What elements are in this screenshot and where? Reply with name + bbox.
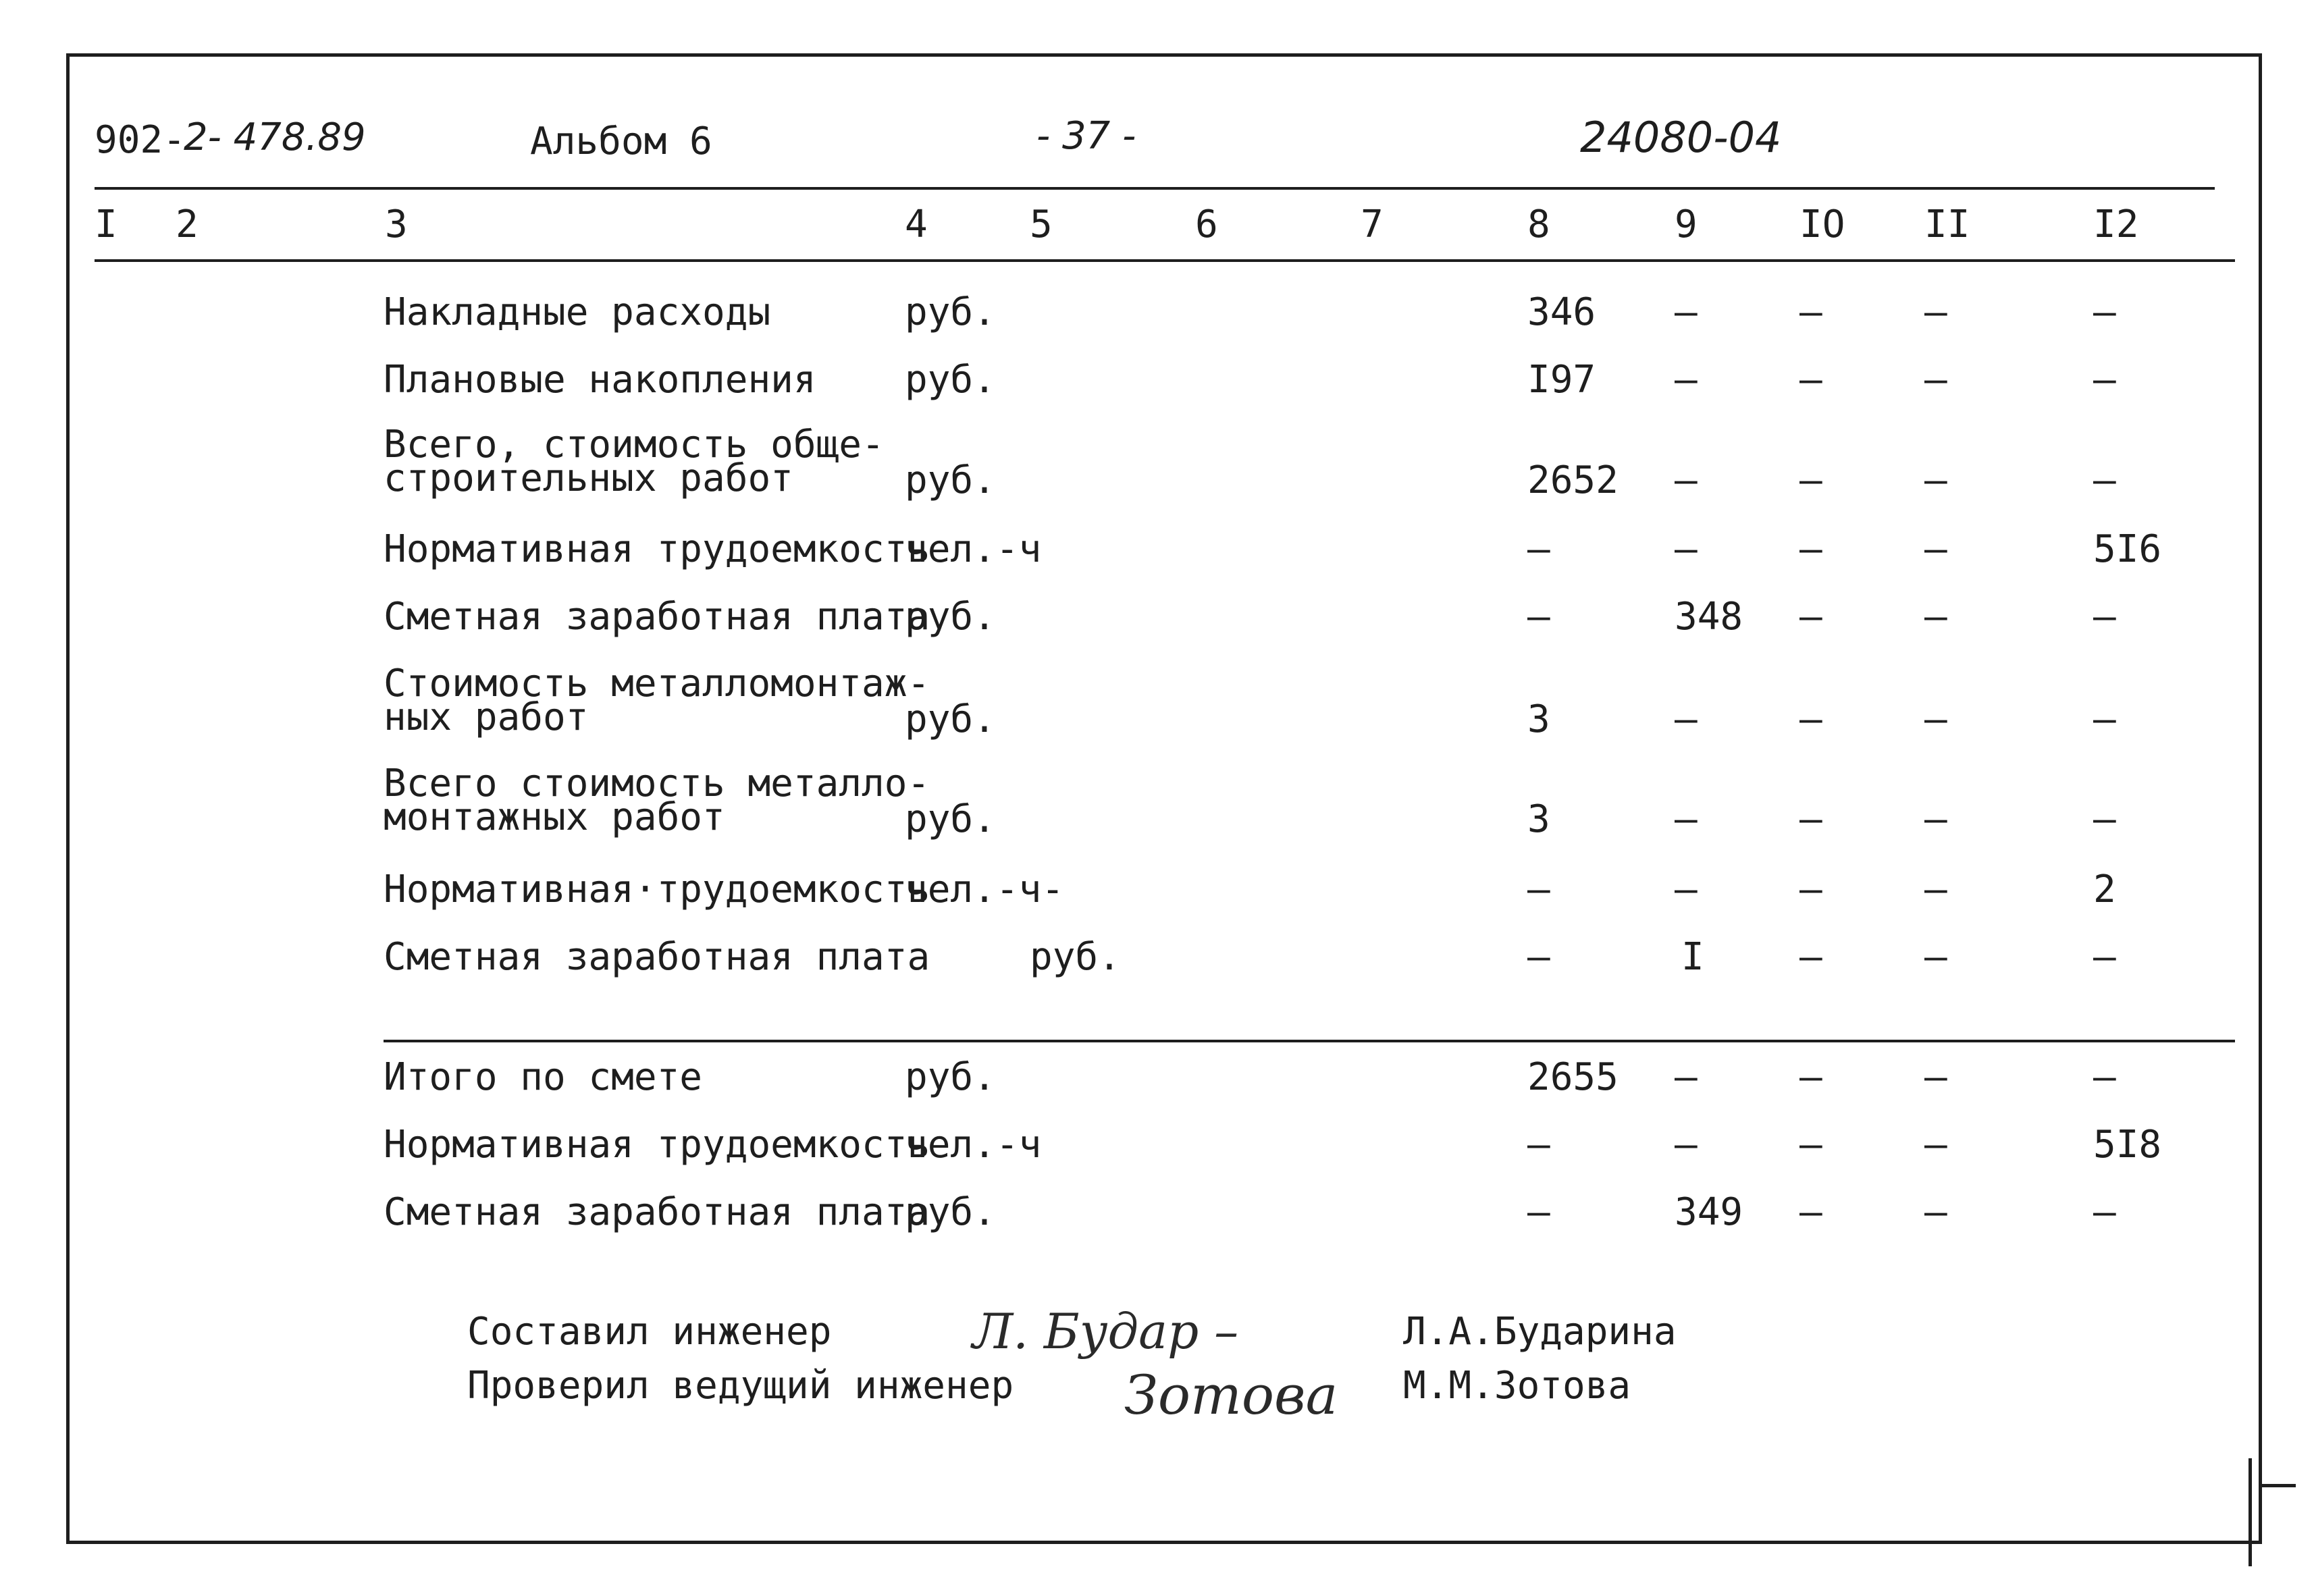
cell-col10: – [1799, 1055, 1822, 1099]
row-unit: чел.-ч- [905, 868, 1065, 911]
row-name: Нормативная·трудоемкость [384, 868, 930, 911]
row-name-line1: Всего, стоимость обще- [384, 423, 885, 467]
cell-col11: – [1924, 1123, 1947, 1167]
row-unit: руб. [905, 797, 996, 841]
row-name: Накладные расходы [384, 290, 771, 334]
cell-col10: – [1799, 595, 1822, 639]
cell-col12: – [2093, 935, 2116, 979]
cell-col9: – [1675, 358, 1698, 402]
cell-col8: 3 [1527, 697, 1550, 741]
handwritten-signature-1: Л. Будар – [972, 1303, 1239, 1360]
cell-col8: 3 [1527, 797, 1550, 841]
row-unit: чел.-ч [905, 1123, 1042, 1167]
column-number: 4 [905, 203, 928, 246]
column-number: IO [1799, 203, 1845, 246]
cell-col8: – [1527, 527, 1550, 571]
cell-col8: 2655 [1527, 1055, 1619, 1099]
row-unit: руб. [905, 595, 996, 639]
checked-by-name: М.М.Зотова [1403, 1364, 1631, 1408]
cell-col12: 2 [2093, 868, 2116, 911]
edge-mark [2262, 1484, 2296, 1487]
cell-col12: – [2093, 1055, 2116, 1099]
cell-col11: – [1924, 797, 1947, 841]
composed-by-name: Л.А.Бударина [1403, 1310, 1677, 1354]
cell-col9: – [1675, 290, 1698, 334]
cell-col9: I [1681, 935, 1704, 979]
cell-col8: – [1527, 868, 1550, 911]
cell-col12: – [2093, 697, 2116, 741]
cell-col9: – [1675, 868, 1698, 911]
doc-code-prefix: 902- [95, 118, 186, 162]
cell-col12: – [2093, 797, 2116, 841]
row-name-line2: строительных работ [384, 456, 793, 500]
composed-by-label: Составил инженер [467, 1310, 832, 1354]
cell-col9: – [1675, 1123, 1698, 1167]
cell-col10: – [1799, 358, 1822, 402]
row-unit: руб. [905, 290, 996, 334]
row-unit: руб. [905, 358, 996, 402]
cell-col11: – [1924, 527, 1947, 571]
row-name: Плановые накопления [384, 358, 816, 402]
cell-col12: – [2093, 358, 2116, 402]
cell-col10: – [1799, 1123, 1822, 1167]
album-label: Альбом 6 [530, 119, 712, 163]
row-name: Сметная заработная плата [384, 595, 930, 639]
cell-col10: – [1799, 868, 1822, 911]
cell-col12: – [2093, 458, 2116, 502]
cell-col12: – [2093, 290, 2116, 334]
cell-col9: 349 [1675, 1190, 1743, 1234]
row-unit: руб. [905, 697, 996, 741]
cell-col8: – [1527, 595, 1550, 639]
cell-col11: – [1924, 1190, 1947, 1234]
cell-col12: 5I6 [2093, 527, 2162, 571]
page-number: - 37 - [1036, 114, 1136, 158]
row-unit: руб. [1030, 935, 1121, 979]
cell-col10: – [1799, 290, 1822, 334]
project-code: 24080-04 [1580, 113, 1782, 162]
cell-col10: – [1799, 797, 1822, 841]
cell-col8: – [1527, 1190, 1550, 1234]
cell-col8: – [1527, 935, 1550, 979]
cell-col12: 5I8 [2093, 1123, 2162, 1167]
cell-col11: – [1924, 358, 1947, 402]
edge-mark-vertical [2249, 1458, 2252, 1566]
header-rule [95, 187, 2215, 190]
cell-col11: – [1924, 935, 1947, 979]
cell-col12: – [2093, 1190, 2116, 1234]
cell-col9: – [1675, 458, 1698, 502]
column-header-rule [95, 259, 2235, 262]
cell-col9: – [1675, 527, 1698, 571]
cell-col10: – [1799, 458, 1822, 502]
row-name-line1: Стоимость металломонтаж- [384, 662, 930, 706]
row-unit: руб. [905, 1190, 996, 1234]
column-number: I [95, 203, 117, 246]
cell-col9: – [1675, 797, 1698, 841]
doc-code-handwritten: 2- 478.89 [184, 115, 366, 159]
row-name: Нормативная трудоемкость [384, 527, 930, 571]
row-name: Сметная заработная плата [384, 935, 930, 979]
row-name-line1: Всего стоимость металло- [384, 762, 930, 805]
cell-col10: – [1799, 935, 1822, 979]
column-number: 2 [176, 203, 199, 246]
row-name: Нормативная трудоемкость [384, 1123, 930, 1167]
cell-col8: 2652 [1527, 458, 1619, 502]
checked-by-label: Проверил ведущий инженер [467, 1364, 1014, 1408]
row-unit: чел.-ч [905, 527, 1042, 571]
column-number: 9 [1675, 203, 1698, 246]
cell-col9: – [1675, 1055, 1698, 1099]
column-number: 5 [1030, 203, 1053, 246]
row-name: Итого по смете [384, 1055, 703, 1099]
column-number: 6 [1195, 203, 1218, 246]
cell-col11: – [1924, 458, 1947, 502]
cell-col11: – [1924, 868, 1947, 911]
column-number: 7 [1361, 203, 1384, 246]
row-name: Сметная заработная плата [384, 1190, 930, 1234]
cell-col8: I97 [1527, 358, 1596, 402]
cell-col9: – [1675, 697, 1698, 741]
cell-col8: 346 [1527, 290, 1596, 334]
row-name-line2: ных работ [384, 695, 589, 739]
row-unit: руб. [905, 1055, 996, 1099]
cell-col10: – [1799, 1190, 1822, 1234]
cell-col10: – [1799, 697, 1822, 741]
column-number: II [1924, 203, 1970, 246]
cell-col11: – [1924, 697, 1947, 741]
cell-col11: – [1924, 290, 1947, 334]
row-name-line2: монтажных работ [384, 795, 725, 839]
handwritten-signature-2: Зотова [1124, 1364, 1338, 1427]
row-unit: руб. [905, 458, 996, 502]
cell-col11: – [1924, 595, 1947, 639]
totals-rule [384, 1040, 2235, 1042]
cell-col8: – [1527, 1123, 1550, 1167]
cell-col11: – [1924, 1055, 1947, 1099]
column-number: 3 [385, 203, 408, 246]
column-number: 8 [1527, 203, 1550, 246]
cell-col12: – [2093, 595, 2116, 639]
cell-col10: – [1799, 527, 1822, 571]
column-number: I2 [2093, 203, 2139, 246]
cell-col9: 348 [1675, 595, 1743, 639]
